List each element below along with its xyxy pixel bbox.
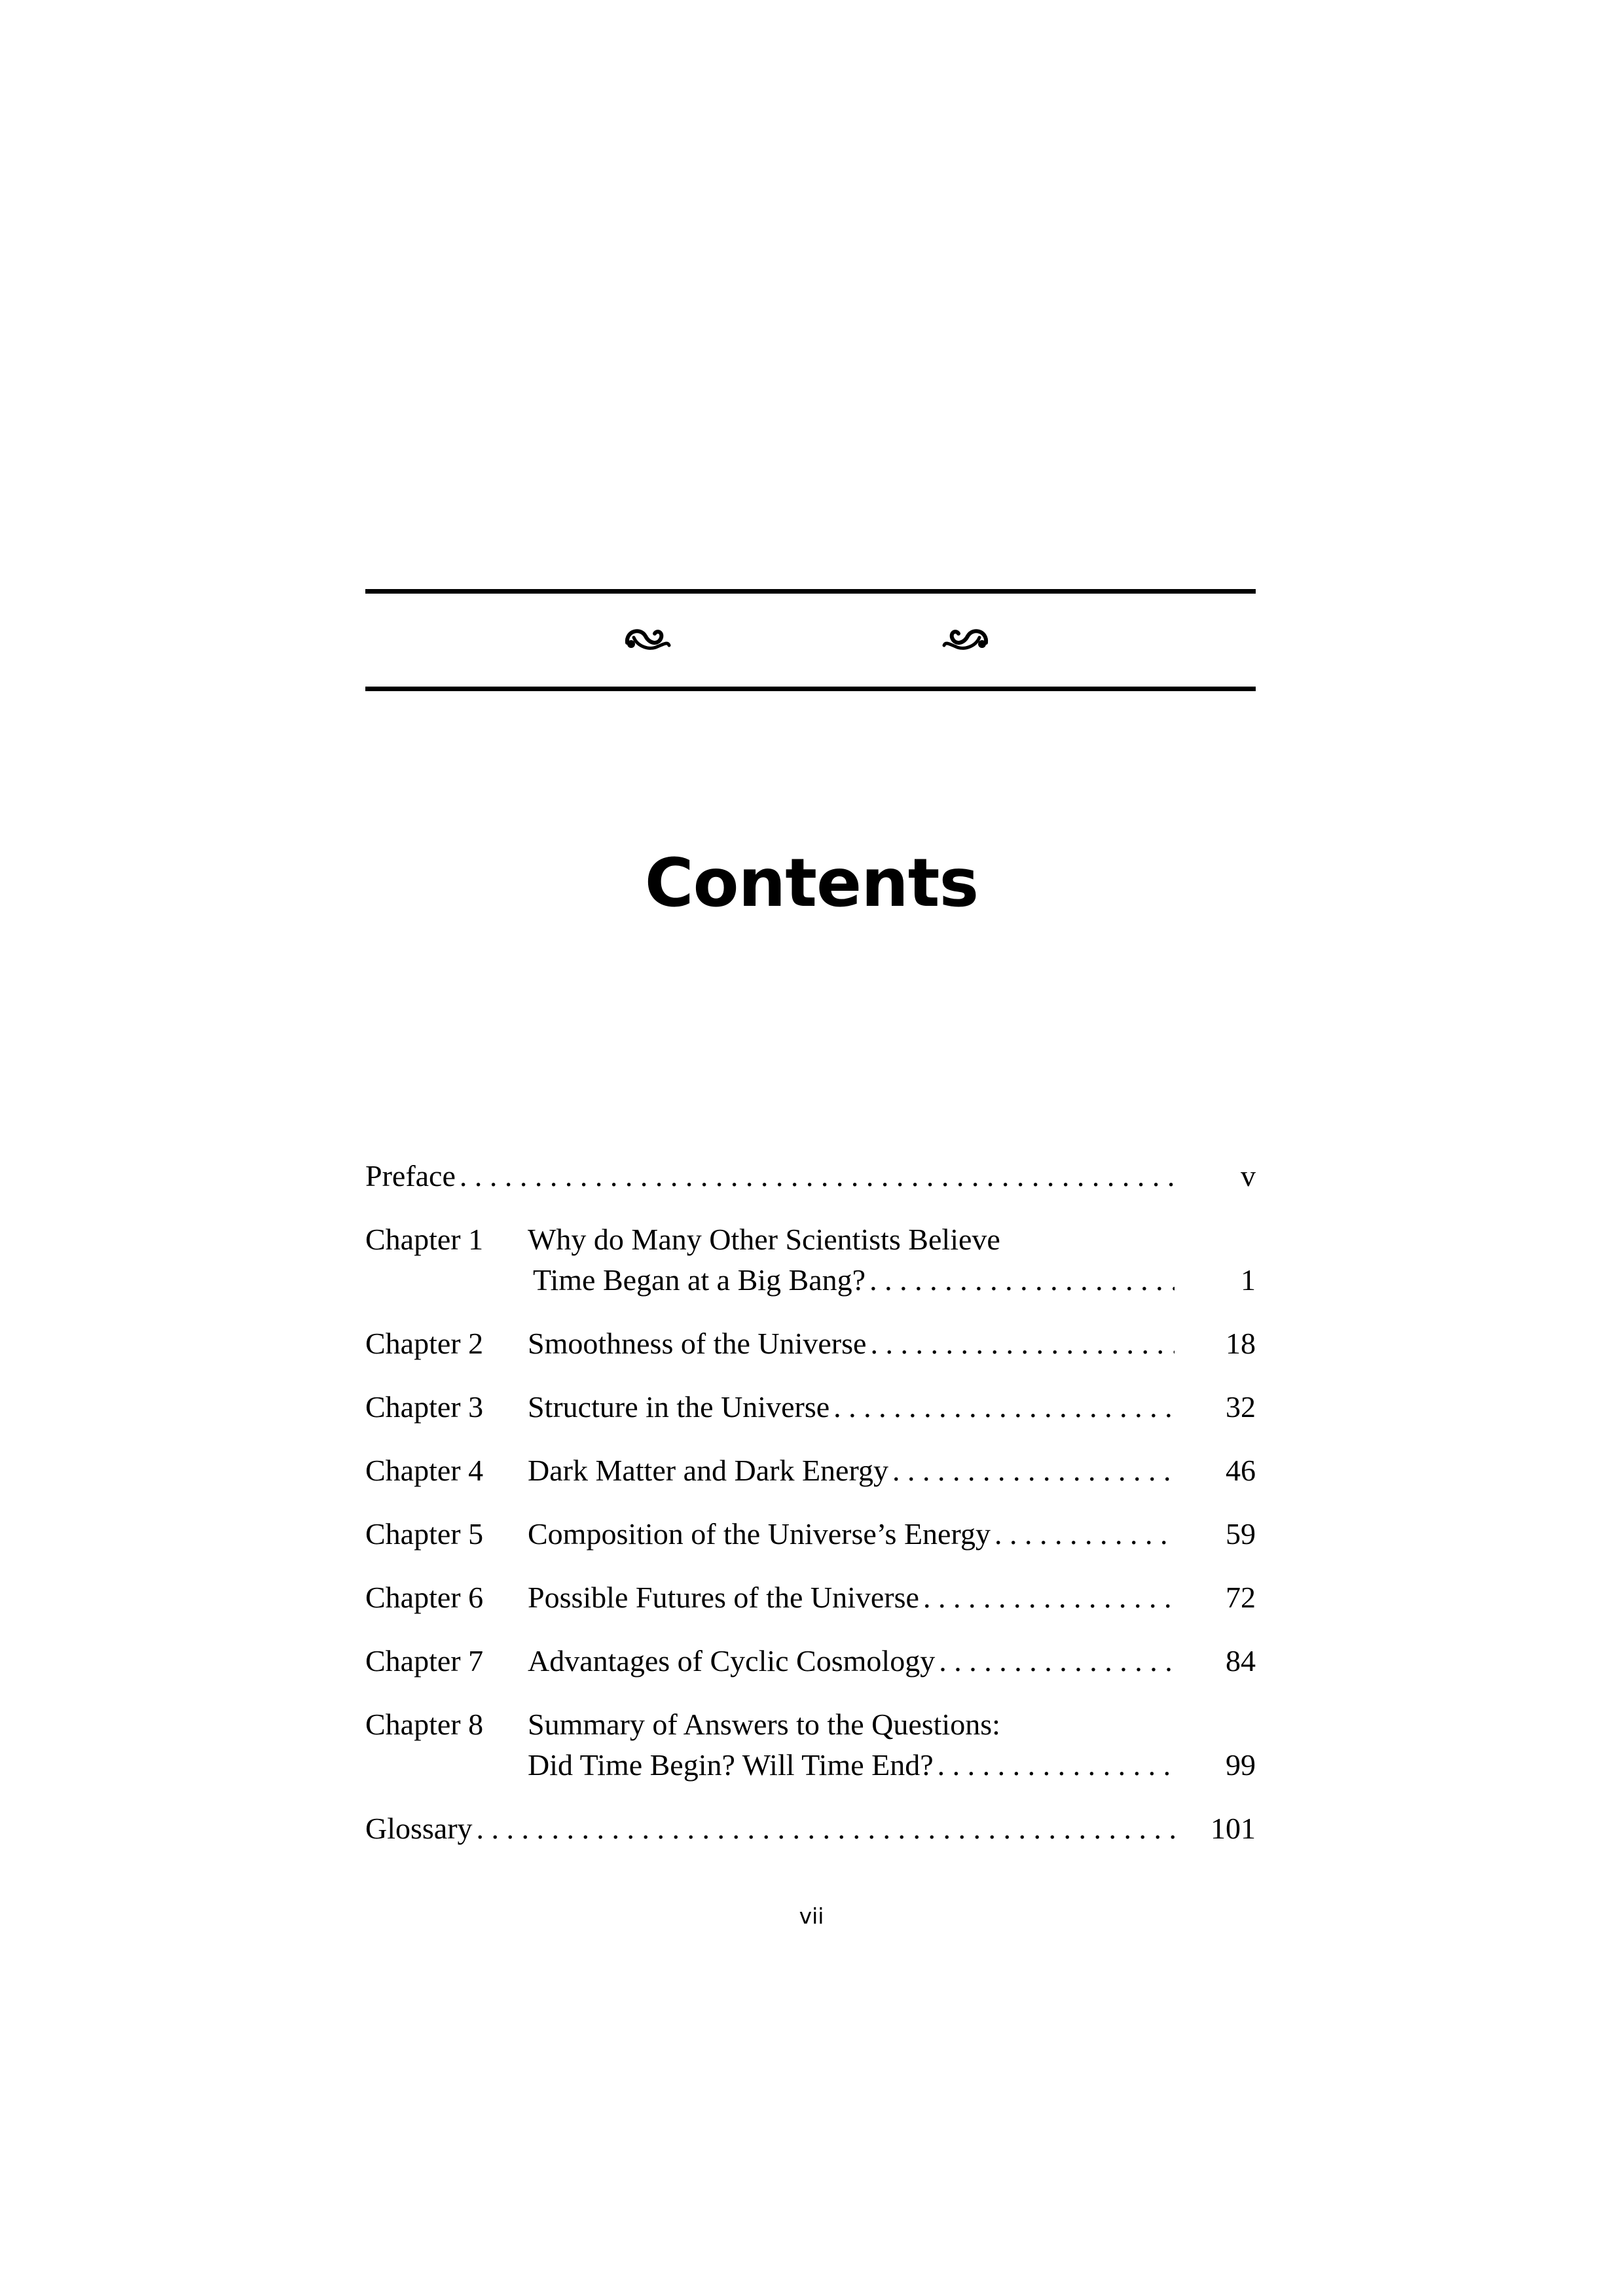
toc-entry-chapter-6 [365,1577,1256,1618]
toc-entry-title: Dark Matter and Dark Energy [528,1454,888,1487]
toc-page-number: 99 [1226,1748,1256,1782]
toc-entry-chapter-1 [365,1219,1256,1300]
page-number: vii [799,1903,824,1929]
toc-entry-chapter-8 [365,1704,1256,1785]
toc-leader-dots [994,1514,1175,1554]
toc-leader-dots [923,1577,1175,1618]
toc-entry-title-line2: Did Time Begin? Will Time End? [528,1748,934,1782]
toc-page-number: v [1241,1159,1256,1193]
toc-entry-chapter-5 [365,1514,1256,1554]
toc-leader-dots [938,1745,1175,1785]
toc-entry-title: Composition of the Universe’s Energy [528,1517,991,1551]
toc-leader-dots [477,1808,1175,1849]
toc-leader-dots [870,1323,1175,1364]
toc-entry-title: Structure in the Universe [528,1390,830,1424]
toc-entry-preface [365,1156,1256,1196]
toc-chapter-label: Chapter 4 [365,1454,484,1487]
toc-page-number: 59 [1226,1517,1256,1551]
toc-chapter-label: Chapter 7 [365,1644,484,1677]
toc-chapter-label: Chapter 1 [365,1223,484,1256]
toc-page-number: 46 [1226,1454,1256,1487]
toc-entry-chapter-3 [365,1387,1256,1427]
toc-entry-title-line2: Time Began at a Big Bang? [533,1263,866,1297]
toc-chapter-label: Chapter 8 [365,1708,484,1741]
toc-entry-chapter-4 [365,1450,1256,1491]
toc-chapter-label: Chapter 6 [365,1581,484,1614]
toc-entry-title: Possible Futures of the Universe [528,1581,919,1614]
toc-entry-chapter-2 [365,1323,1256,1364]
table-of-contents [365,1156,1256,1872]
toc-leader-dots [939,1641,1175,1681]
toc-leader-dots [833,1387,1175,1427]
toc-entry-glossary [365,1808,1256,1849]
toc-page-number: 32 [1226,1390,1256,1424]
toc-entry-title-line1: Summary of Answers to the Questions: [528,1708,1000,1741]
toc-leader-dots [869,1260,1175,1300]
toc-chapter-label: Chapter 2 [365,1327,484,1360]
toc-page-number: 84 [1226,1644,1256,1677]
right-fleuron-icon [940,618,993,657]
toc-chapter-label: Chapter 5 [365,1517,484,1551]
toc-page-number: 101 [1211,1812,1256,1845]
toc-entry-label: Glossary [365,1812,473,1845]
top-rule [365,589,1256,594]
bottom-rule [365,687,1256,691]
toc-entry-label: Preface [365,1159,456,1193]
toc-entry-title: Advantages of Cyclic Cosmology [528,1644,936,1677]
toc-page-number: 18 [1226,1327,1256,1360]
toc-leader-dots [460,1156,1175,1196]
left-fleuron-icon [621,618,673,657]
toc-entry-title: Smoothness of the Universe [528,1327,867,1360]
toc-leader-dots [892,1450,1175,1491]
toc-entry-chapter-7 [365,1641,1256,1681]
page-title: Contents [644,844,979,923]
toc-chapter-label: Chapter 3 [365,1390,484,1424]
toc-page-number: 1 [1241,1263,1256,1297]
toc-page-number: 72 [1226,1581,1256,1614]
toc-entry-title-line1: Why do Many Other Scientists Believe [528,1223,1000,1256]
